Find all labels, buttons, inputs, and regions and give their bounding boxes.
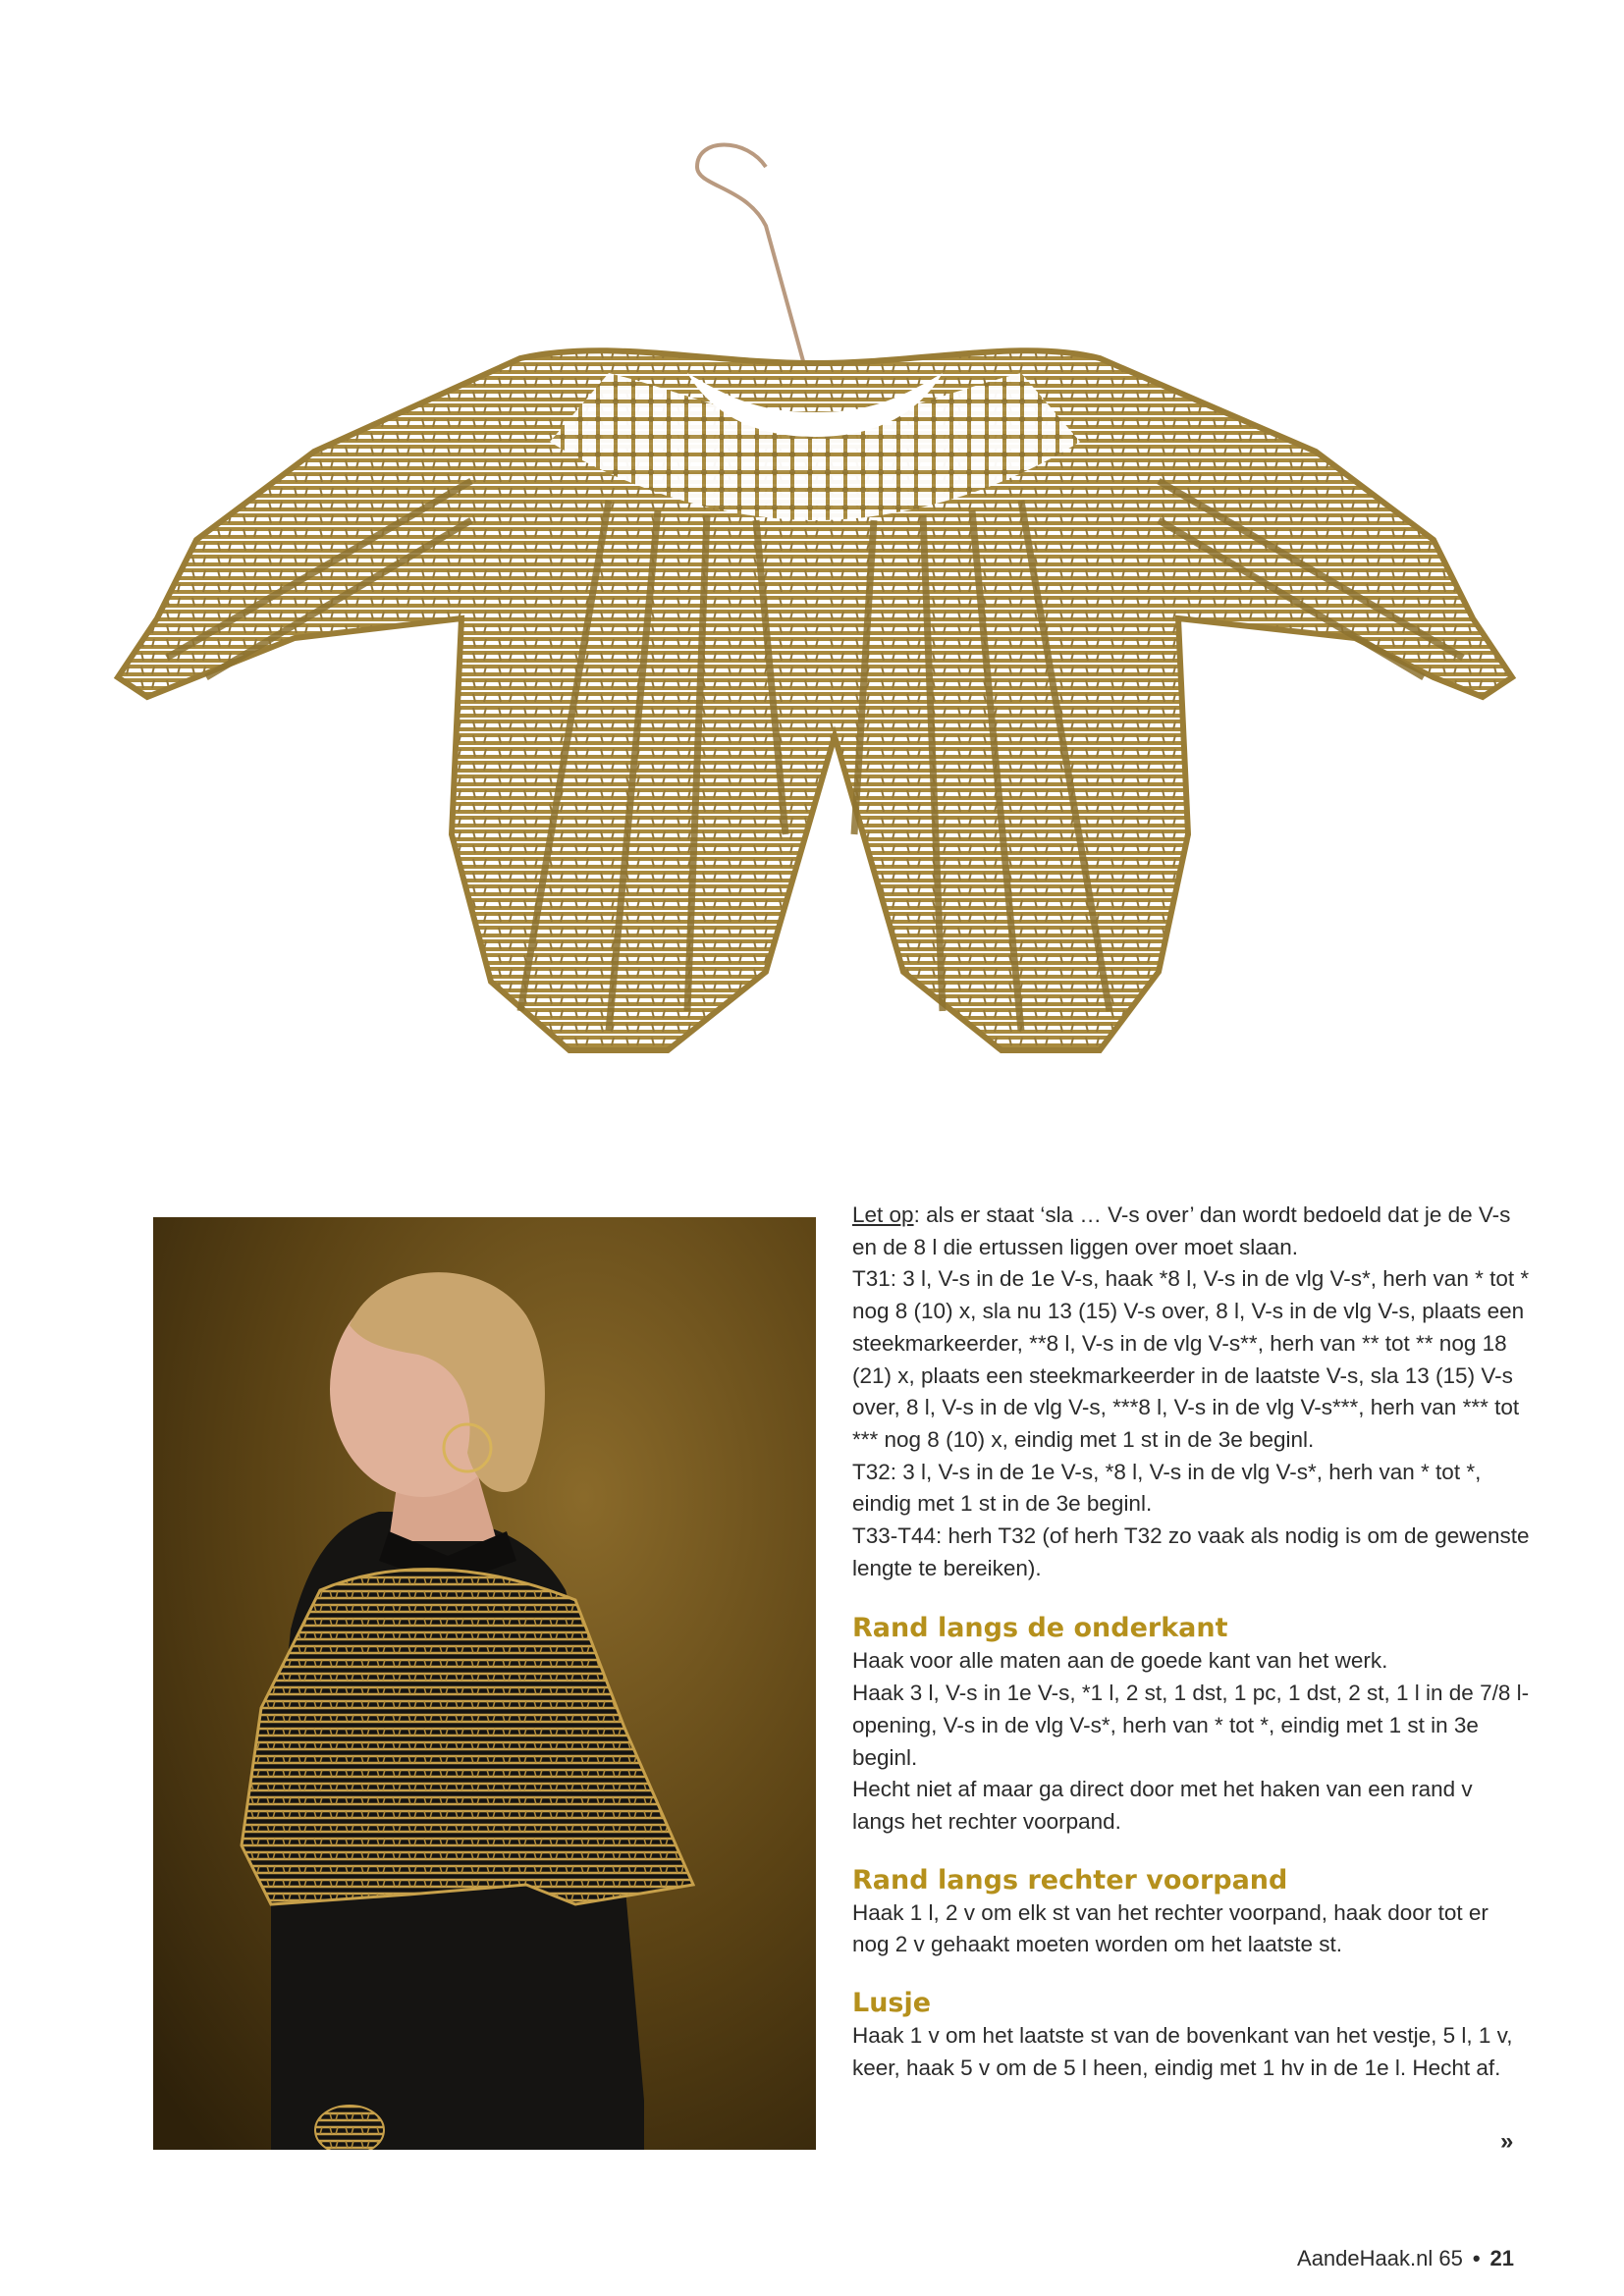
round-33-44: T33-T44: herh T32 (of herh T32 zo vaak als nodig is om de gewenste lengte te bereiken). (852, 1523, 1530, 1580)
model-photo (153, 1217, 816, 2150)
footer-separator: • (1472, 2246, 1481, 2270)
section-heading-right-front: Rand langs rechter voorpand (852, 1864, 1288, 1896)
section-heading-bottom-edge: Rand langs de onderkant (852, 1613, 1228, 1644)
round-31: T31: 3 l, V-s in de 1e V-s, haak *8 l, V-s in de vlg V-s*, herh van * tot * nog 8 (10) x, sla nu 13 (15) V-s over, 8 l, V-s in de vlg V-s, plaats een steekmarkeerder, **8 l, V-s in de vlg V-s**, herh van ** tot ** nog 18 (21) x, plaats een steekmarkeerder in de laatste V-s, sla 13 (15) V-s over, 8 l, V-s in de vlg V-s, ***8 l, V-s in de vlg V-s***, herh van *** tot *** nog 8 (10) x, eindig met 1 st in de 3e beginl. (852, 1266, 1530, 1452)
continue-mark: » (1500, 2128, 1514, 2155)
note-paragraph (852, 1200, 1530, 1263)
loop-paragraph: Haak 1 v om het laatste st van de bovenkant van het vestje, 5 l, 1 v, keer, haak 5 v om de 5 l heen, eindig met 1 hv in de 1e l. Hecht af. (852, 2023, 1513, 2080)
magazine-name: AandeHaak.nl 65 (1297, 2246, 1463, 2270)
note-label: Let op (852, 1202, 914, 1227)
right-front-paragraph: Haak 1 l, 2 v om elk st van het rechter voorpand, haak door tot er nog 2 v gehaakt moeten worden om het laatste st. (852, 1899, 1489, 1957)
pattern-text (852, 1200, 1530, 2084)
section-heading-loop: Lusje (852, 1988, 932, 2019)
note-text: : als er staat ‘sla … V-s over’ dan wordt bedoeld dat je de V-s en de 8 l die ertussen liggen over moet slaan. (852, 1202, 1511, 1259)
page-number: 21 (1489, 2246, 1514, 2270)
round-32: T32: 3 l, V-s in de 1e V-s, *8 l, V-s in de vlg V-s*, herh van * tot *, eindig met 1 st in de 3e beginl. (852, 1459, 1482, 1517)
bottom-edge-paragraph: Haak voor alle maten aan de goede kant van het werk. (852, 1648, 1388, 1674)
page-footer (1297, 2246, 1514, 2271)
bottom-edge-paragraph: Haak 3 l, V-s in 1e V-s, *1 l, 2 st, 1 dst, 1 pc, 1 dst, 2 st, 1 l in de 7/8 l-opening, V-s in de vlg V-s*, herh van * tot *, eindig met 1 st in 3e beginl. (852, 1681, 1530, 1770)
hanger-photo (59, 128, 1571, 1119)
bottom-edge-paragraph: Hecht niet af maar ga direct door met het haken van een rand v langs het rechter voorpand. (852, 1777, 1473, 1834)
